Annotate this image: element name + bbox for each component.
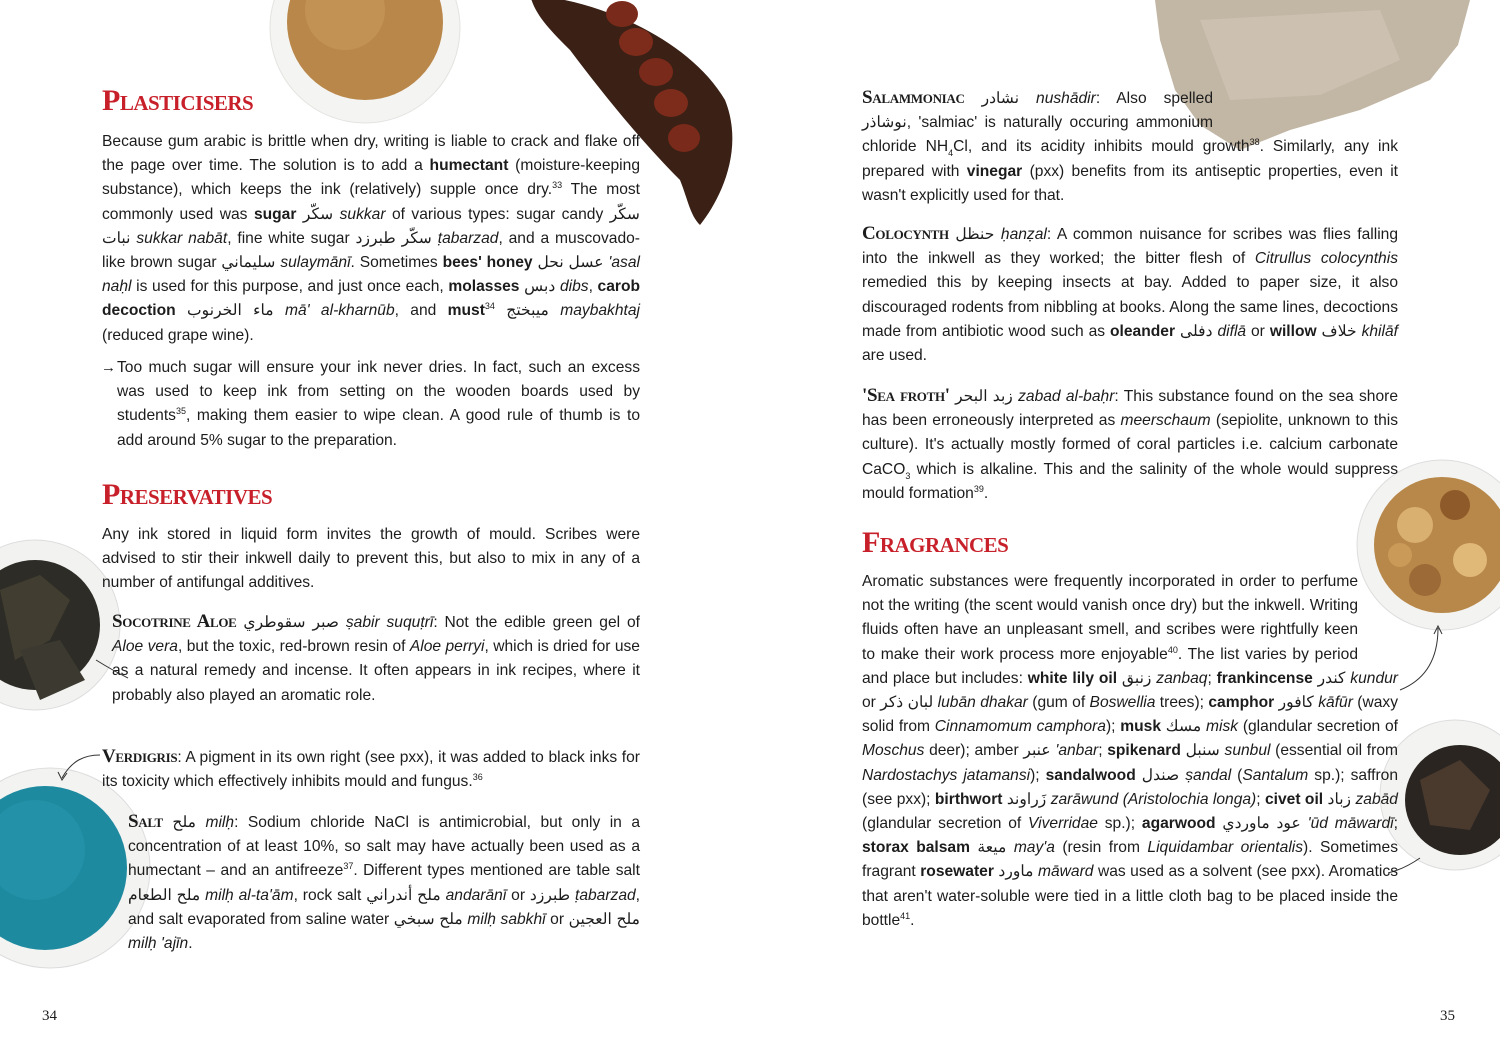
- salt-paragraph: [128, 810, 640, 956]
- bold-term: sandalwood: [1045, 766, 1136, 784]
- text-run: (essential oil from: [1270, 742, 1398, 760]
- text-run: زَراوند: [1002, 790, 1051, 808]
- text-run: دفلى: [1175, 322, 1218, 340]
- text-run: . Different types mentioned are table salt ملح الطعام: [128, 862, 640, 904]
- brown-sugar-bowl-image: [270, 0, 460, 123]
- italic-transliteration: Cinnamomum camphora: [934, 718, 1106, 736]
- text-run: Cl, and its acidity inhibits mould growth: [953, 138, 1250, 156]
- italic-transliteration: diflā: [1217, 322, 1247, 340]
- footnote-ref: 37: [343, 861, 354, 872]
- text-run: ملح: [162, 814, 206, 831]
- text-run: سكّر: [296, 205, 340, 223]
- bold-term: white lily oil: [1027, 669, 1118, 687]
- entry-heading: Socotrine Aloe: [112, 611, 237, 632]
- italic-transliteration: Liquidambar orientalis: [1147, 839, 1304, 857]
- bold-term: must: [447, 302, 485, 320]
- text-run: صبر سقوطري: [236, 614, 346, 631]
- italic-transliteration: 'asal naḥl: [102, 254, 640, 296]
- bold-term: vinegar: [966, 162, 1023, 180]
- footnote-ref: 35: [175, 406, 186, 417]
- italic-transliteration: Aloe vera: [112, 638, 178, 656]
- resin-bowl-image: [1380, 720, 1500, 870]
- italic-transliteration: kāfūr: [1318, 694, 1353, 712]
- text-run: , and: [394, 302, 448, 320]
- text-run: (gum of: [1027, 694, 1090, 712]
- text-run: sp.);: [1097, 815, 1142, 833]
- entry-heading: Salt: [128, 811, 163, 832]
- italic-transliteration: andarānī: [445, 886, 507, 904]
- footnote-ref: 33: [552, 180, 563, 191]
- text-run: The most commonly used was: [102, 181, 640, 223]
- text-run: زنبق: [1117, 669, 1157, 687]
- text-run: , which is dried for use as a natural remedy and incense. It often appears in ink recipes, where it probably also played an aromatic role.: [112, 638, 640, 704]
- italic-transliteration: ṭabarzad: [574, 886, 636, 904]
- text-run: زباد: [1323, 790, 1356, 808]
- text-run: . Similarly, any ink prepared with: [862, 138, 1398, 180]
- text-run: (sepiolite, unknown to this culture). It's actually mostly formed of coral particles i.e. calcium carbonate CaCO: [862, 412, 1398, 478]
- italic-transliteration: Boswellia: [1089, 694, 1156, 712]
- italic-transliteration: maybakhtaj: [560, 302, 640, 320]
- text-run: or لبان ذكر: [862, 694, 938, 712]
- text-run: sp.); saffron (see pxx);: [862, 766, 1398, 808]
- text-run: : Sodium chloride NaCl is antimicrobial, but only in a concentration of at least 10%, so salt may have actually been used as a humectant – and an antifreeze: [128, 814, 640, 880]
- italic-transliteration: sulaymānī: [280, 254, 351, 272]
- italic-transliteration: zabād: [1355, 790, 1398, 808]
- subscript: 3: [905, 470, 911, 481]
- text-run: ;: [1256, 790, 1265, 808]
- text-run: ميعة: [969, 839, 1014, 857]
- text-run: : This substance found on the sea shore has been erroneously interpreted as: [862, 388, 1398, 430]
- footnote-ref: 40: [1167, 644, 1178, 655]
- text-run: .: [910, 911, 915, 929]
- subscript: 4: [948, 148, 954, 159]
- socotrine-aloe-paragraph: [112, 610, 640, 708]
- text-run: ). Sometimes fragrant: [862, 839, 1398, 881]
- heading-plasticisers: Plasticisers: [102, 84, 254, 117]
- footnote-ref: 41: [900, 910, 911, 921]
- italic-transliteration: kundur: [1350, 669, 1398, 687]
- text-run: ماء الخرنوب: [175, 302, 285, 320]
- text-run: خلاف: [1316, 322, 1362, 340]
- italic-transliteration: sukkar nabāt: [136, 229, 228, 247]
- bold-term: humectant: [429, 157, 509, 175]
- text-run: (resin from: [1054, 839, 1148, 857]
- text-run: عسل نحل: [532, 254, 609, 272]
- italic-transliteration: sukkar: [339, 205, 386, 223]
- plasticisers-paragraph: [102, 130, 640, 348]
- text-run: of various types: sugar candy سكّر نبات: [102, 205, 640, 247]
- italic-transliteration: 'anbar: [1055, 742, 1099, 760]
- italic-transliteration: milḥ sabkhī: [467, 910, 546, 928]
- salammoniac-paragraph: [862, 86, 1398, 208]
- italic-transliteration: ḥanẓal: [1000, 226, 1047, 243]
- bold-term: carob decoction: [102, 278, 641, 320]
- italic-transliteration: zarāwund (Aristolochia longa): [1050, 790, 1257, 808]
- bowl-wrap-spacer: [1358, 570, 1398, 666]
- italic-transliteration: lubān dhakar: [937, 694, 1028, 712]
- text-run: trees);: [1155, 694, 1209, 712]
- bold-term: storax balsam: [862, 839, 970, 857]
- text-run: حنظل: [948, 226, 1001, 243]
- italic-transliteration: zabad al-baḥr: [1018, 388, 1115, 405]
- entry-heading: Salammoniac: [862, 87, 965, 108]
- text-run: (moisture-keeping substance), which keeps the ink (relatively) supple once dry.: [102, 157, 640, 199]
- italic-transliteration: Viverridae: [1028, 815, 1098, 833]
- italic-transliteration: Santalum: [1242, 766, 1309, 784]
- bold-term: civet oil: [1264, 790, 1324, 808]
- text-run: ميبختج: [494, 302, 561, 320]
- text-run: (pxx) benefits from its antiseptic properties, even it wasn't explicitly used for that.: [862, 162, 1398, 204]
- text-run: : Not the edible green gel of: [433, 614, 640, 631]
- colocynth-paragraph: [862, 222, 1398, 368]
- italic-transliteration: dibs: [559, 278, 589, 296]
- text-run: is used for this purpose, and just once each,: [131, 278, 449, 296]
- bold-term: rosewater: [920, 863, 994, 881]
- text-run: عود ماوردي: [1215, 815, 1308, 833]
- text-run: , fine white sugar سكّر طبرزد: [227, 229, 438, 247]
- text-run: Because gum arabic is brittle when dry, writing is liable to crack and flake off the page over time. The solution is to add a: [102, 133, 640, 175]
- italic-transliteration: Citrullus colocynthis: [1254, 250, 1398, 268]
- text-run: or: [1246, 322, 1270, 340]
- text-run: , and salt evaporated from saline water ملح سبخي: [128, 886, 641, 928]
- page-number-left: 34: [42, 1008, 57, 1024]
- text-run: , making them easier to wipe clean. A good rule of thumb is to add around 5% sugar to the preparation.: [117, 407, 640, 449]
- italic-transliteration: milḥ al-ta'ām: [205, 886, 294, 904]
- text-run: , and a muscovado-like brown sugar سليماني: [102, 229, 640, 272]
- italic-transliteration: misk: [1205, 718, 1239, 736]
- text-run: .: [983, 484, 989, 502]
- text-run: مسك: [1161, 718, 1206, 736]
- text-run: ;: [1207, 669, 1217, 687]
- fragrance-pointer-arrow: [1400, 628, 1438, 690]
- text-run: deer); amber عنبر: [924, 742, 1056, 760]
- entry-heading: 'Sea froth': [862, 385, 950, 406]
- text-run: ماورد: [993, 863, 1038, 881]
- text-run: : A pigment in its own right (see pxx), it was added to black inks for its toxicity which effectively inhibits mould and fungus.: [102, 749, 640, 791]
- text-run: Any ink stored in liquid form invites the growth of mould. Scribes were advised to stir their inkwell daily to prevent this, but also to mix in any of a number of antifungal additives.: [102, 526, 640, 592]
- bold-term: musk: [1120, 718, 1162, 736]
- italic-transliteration: meerschaum: [1120, 412, 1211, 430]
- fragrances-text: [862, 573, 1398, 929]
- italic-transliteration: milḥ: [205, 814, 235, 831]
- text-run: (waxy solid from: [862, 694, 1399, 736]
- text-run: or طبرزد: [506, 886, 575, 904]
- italic-transliteration: Moschus: [862, 742, 925, 760]
- text-run: (glandular secretion of: [1238, 718, 1398, 736]
- preservatives-paragraph: [102, 523, 640, 596]
- bold-term: spikenard: [1107, 742, 1181, 760]
- text-run: Too much sugar will ensure your ink never dries. In fact, such an excess was used to keep ink from setting on the wooden boards used by students: [117, 359, 640, 425]
- text-run: (reduced grape wine).: [102, 326, 254, 344]
- sea-froth-paragraph: [862, 384, 1398, 506]
- text-run: are used.: [862, 347, 928, 365]
- heading-preservatives: Preservatives: [102, 478, 273, 511]
- italic-transliteration: Nardostachys jatamansi: [862, 766, 1031, 784]
- entry-heading: Verdigris: [102, 746, 178, 767]
- text-run: نشادر: [964, 90, 1037, 107]
- text-run: which is alkaline. This and the salinity of the whole would suppress mould formation: [862, 460, 1398, 502]
- footnote-ref: 38: [1249, 137, 1260, 148]
- text-run: was used as a solvent (see pxx). Aromatics that aren't water-soluble were tied in a little cloth bag to be placed inside the bottle: [862, 863, 1398, 929]
- italic-transliteration: khilāf: [1361, 322, 1398, 340]
- text-run: دبس: [519, 278, 560, 296]
- sugar-note-paragraph: [117, 356, 640, 453]
- footnote-ref: 34: [484, 301, 495, 312]
- text-run: , rock salt ملح أندراني: [293, 886, 446, 904]
- italic-transliteration: ṭabarzad: [437, 229, 499, 247]
- entry-heading: Colocynth: [862, 223, 949, 244]
- italic-transliteration: māward: [1038, 863, 1094, 881]
- text-run: كندر: [1312, 669, 1351, 687]
- bold-term: bees' honey: [442, 254, 533, 272]
- text-run: . Sometimes: [350, 254, 443, 272]
- text-run: .: [188, 935, 193, 953]
- text-run: صندل: [1135, 766, 1186, 784]
- text-run: سنبل: [1180, 742, 1225, 760]
- note-arrow-icon: →: [101, 359, 116, 376]
- page-number-right: 35: [1440, 1008, 1455, 1024]
- italic-transliteration: milḥ 'ajīn: [128, 935, 189, 953]
- text-run: ;: [1098, 742, 1108, 760]
- text-run: );: [1030, 766, 1046, 784]
- verdigris-paragraph: [102, 745, 640, 794]
- text-run: زبد البحر: [949, 388, 1019, 405]
- fragrances-paragraph: [862, 570, 1398, 933]
- italic-transliteration: may'a: [1013, 839, 1055, 857]
- footnote-ref: 36: [472, 772, 483, 783]
- bold-term: frankincense: [1216, 669, 1313, 687]
- footnote-ref: 39: [973, 483, 984, 494]
- text-run: or ملح العجين: [545, 910, 641, 928]
- bold-term: sugar: [253, 205, 297, 223]
- rock-wrap-spacer: [1213, 86, 1398, 134]
- bold-term: agarwood: [1141, 815, 1216, 833]
- text-run: remedied this by keeping insects at bay. Added to paper size, it also discouraged rodents from nibbling at books. Along the same lines, decoctions made from antibiotic wood such as: [862, 274, 1398, 340]
- bold-term: camphor: [1208, 694, 1275, 712]
- bold-term: willow: [1269, 322, 1317, 340]
- bold-term: oleander: [1110, 322, 1176, 340]
- italic-transliteration: zanbaq: [1156, 669, 1208, 687]
- bold-term: birthwort: [934, 790, 1003, 808]
- bold-term: molasses: [448, 278, 520, 296]
- heading-fragrances: Fragrances: [862, 526, 1009, 559]
- text-run: ,: [588, 278, 598, 296]
- text-run: . The list varies by period and place but includes:: [862, 645, 1358, 687]
- italic-transliteration: nushādir: [1036, 90, 1096, 107]
- text-run: (: [1231, 766, 1243, 784]
- text-run: (glandular secretion of: [862, 815, 1029, 833]
- text-run: : Also spelled نوشاذر, 'salmiac' is naturally occuring ammonium chloride NH: [862, 90, 1213, 156]
- italic-transliteration: mā' al-kharnūb: [284, 302, 395, 320]
- text-run: ;: [1393, 815, 1398, 833]
- italic-transliteration: ṣabir suquṭrī: [345, 614, 434, 631]
- italic-transliteration: sunbul: [1224, 742, 1271, 760]
- text-run: كافور: [1274, 694, 1319, 712]
- italic-transliteration: Aloe perryi: [409, 638, 485, 656]
- text-run: , but the toxic, red-brown resin of: [177, 638, 410, 656]
- text-run: Aromatic substances were frequently incorporated in order to perfume not the writing (the scent would vanish once dry) but the inkwell. Writing fluids often have an unpleasant smell, and scribes were rightfully keen to make their work process more enjoyable: [862, 573, 1358, 663]
- italic-transliteration: 'ūd māwardī: [1307, 815, 1394, 833]
- italic-transliteration: ṣandal: [1185, 766, 1232, 784]
- text-run: );: [1105, 718, 1121, 736]
- text-run: : A common nuisance for scribes was flies falling into the inkwell as they worked; the bitter flesh of: [862, 226, 1398, 268]
